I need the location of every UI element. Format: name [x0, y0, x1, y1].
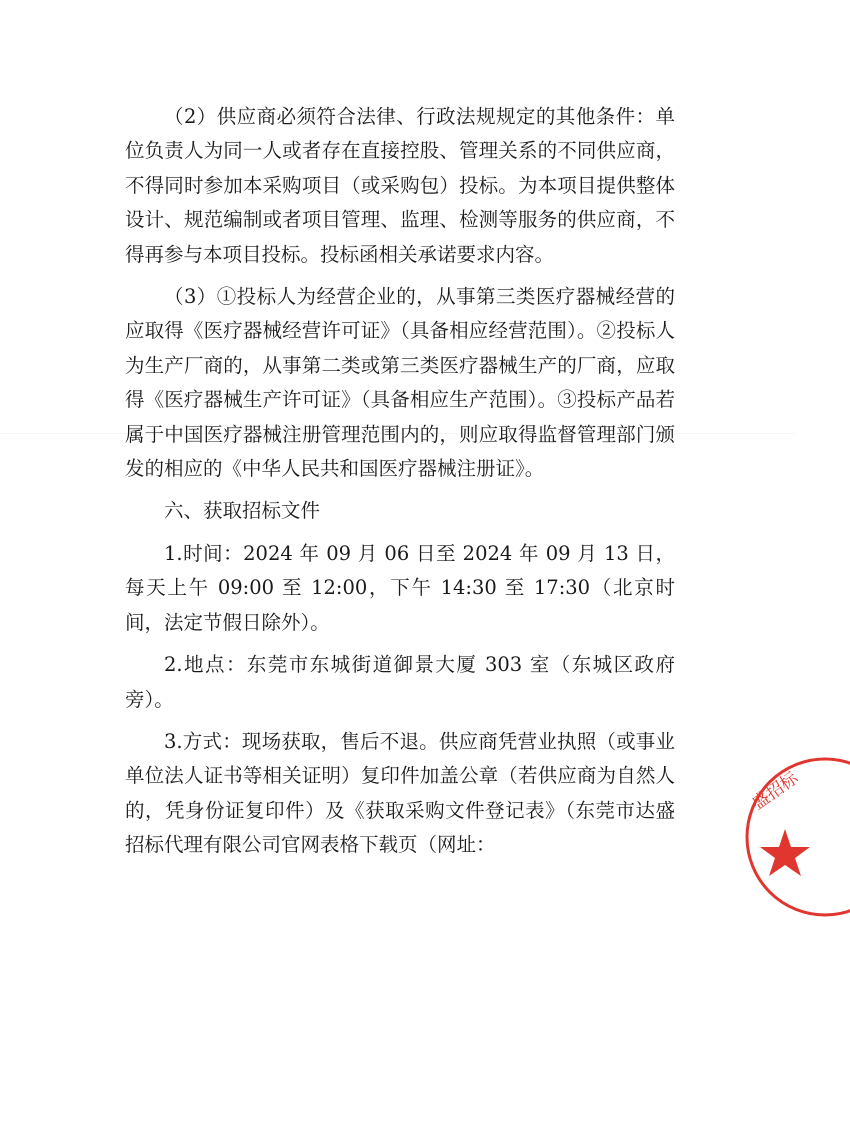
item-location: 2.地点：东莞市东城街道御景大厦 303 室（东城区政府旁）。 — [125, 653, 675, 711]
item-time: 1.时间：2024 年 09 月 06 日至 2024 年 09 月 13 日，每天上午 09:00 至 12:00，下午 14:30 至 17:30（北京时间，法定节假日除外）。 — [125, 541, 675, 634]
paragraph-supplier-conditions: （2）供应商必须符合法律、行政法规规定的其他条件：单位负责人为同一人或者存在直接控股、管理关系的不同供应商，不得同时参加本采购项目（或采购包）投标。为本项目提供整体设计、规范编制或者项目管理、监理、检测等服务的供应商，不得再参与本项目投标。投标函相关承诺要求内容。 — [125, 105, 675, 266]
item-method: 3.方式：现场获取，售后不退。供应商凭营业执照（或事业单位法人证书等相关证明）复印件加盖公章（若供应商为自然人的，凭身份证复印件）及《获取采购文件登记表》（东莞市达盛招标代理有限公司官网表格下载页（网址： — [125, 729, 675, 857]
paragraph-license-requirements: （3）①投标人为经营企业的，从事第三类医疗器械经营的应取得《医疗器械经营许可证》（具备相应经营范围）。②投标人为生产厂商的，从事第二类或第三类医疗器械生产的厂商，应取得《医疗器械生产许可证》（具备相应生产范围）。③投标产品若属于中国医疗器械注册管理范围内的，则应取得监督管理部门颁发的相应的《中华人民共和国医疗器械注册证》。 — [125, 285, 675, 481]
svg-text:盛招标: 盛招标 — [748, 768, 802, 814]
company-seal-stamp — [740, 755, 850, 920]
document-body — [125, 100, 675, 863]
section-heading: 六、获取招标文件 — [164, 499, 321, 523]
